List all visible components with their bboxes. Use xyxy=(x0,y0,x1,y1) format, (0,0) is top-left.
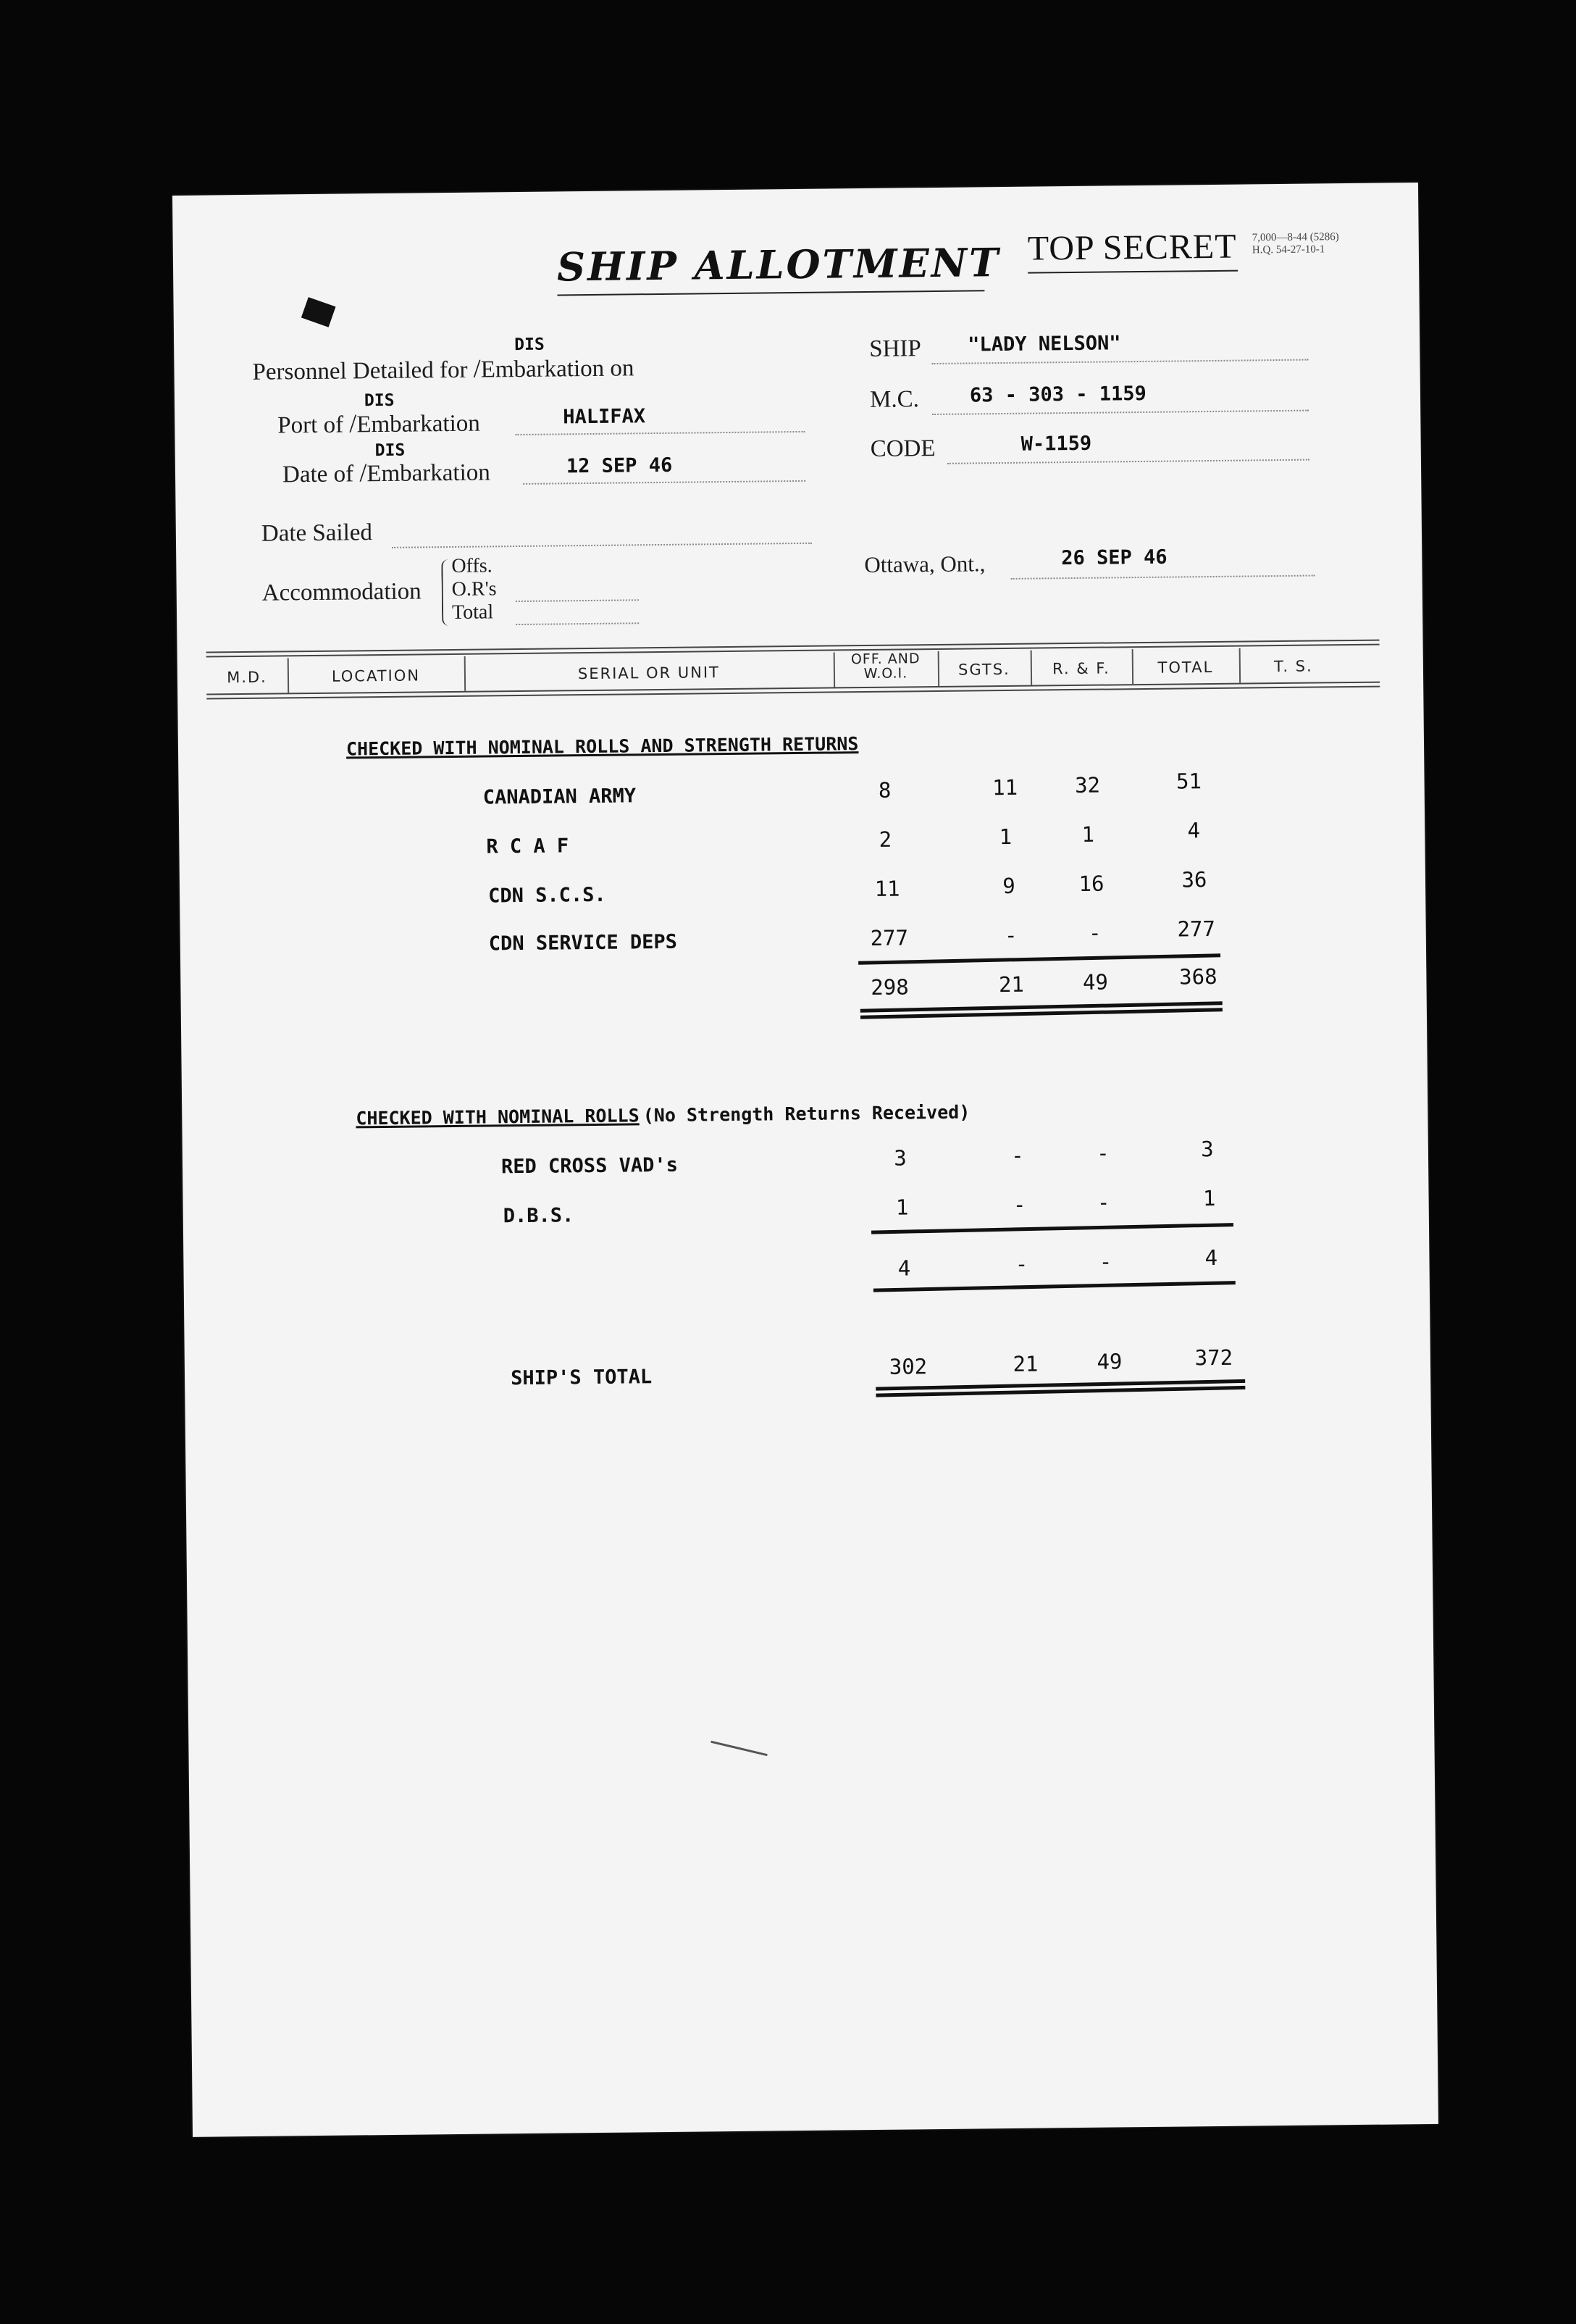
port-value: HALIFAX xyxy=(563,405,646,429)
ship-value: "LADY NELSON" xyxy=(968,332,1121,356)
row-cdn-scs-unit: CDN S.C.S. xyxy=(487,883,606,908)
place-line xyxy=(1011,575,1315,580)
col-header-ts: T. S. xyxy=(1273,657,1313,676)
mc-value: 63 - 303 - 1159 xyxy=(969,382,1147,407)
row-rcaf-total: 4 xyxy=(1187,818,1201,843)
date-value: 12 SEP 46 xyxy=(566,453,673,478)
section2-sum-rule xyxy=(871,1223,1233,1234)
date-of-embarkation-label: Date of /Embarkation xyxy=(282,458,490,488)
row-cdn-service-deps-off: 277 xyxy=(870,925,909,950)
accommodation-total: Total xyxy=(451,601,494,624)
code-value: W-1159 xyxy=(1020,432,1092,456)
col-header-sgts: SGTS. xyxy=(957,660,1010,679)
row-dbs-off: 1 xyxy=(895,1195,909,1220)
accommodation-offs: Offs. xyxy=(451,554,492,577)
row-cdn-service-deps-total: 277 xyxy=(1177,916,1216,942)
row-red-cross-off: 3 xyxy=(894,1145,907,1171)
section2-subtotal-total: 4 xyxy=(1204,1245,1218,1271)
code-line xyxy=(947,459,1309,464)
row-dbs-sgts: - xyxy=(1013,1192,1026,1217)
row-rcaf-unit: R C A F xyxy=(486,835,569,858)
accommodation-ors: O.R's xyxy=(451,577,497,601)
col-header-total: TOTAL xyxy=(1157,658,1214,677)
row-canadian-army-total: 51 xyxy=(1175,769,1202,794)
section1-subtotal-sgts: 21 xyxy=(998,971,1025,998)
date-sailed-line xyxy=(392,543,812,548)
section2-heading: CHECKED WITH NOMINAL ROLLS (No Strength Returns Received) xyxy=(356,1101,971,1129)
port-line xyxy=(515,431,805,435)
row-canadian-army-off: 8 xyxy=(878,777,892,803)
ships-total-total: 372 xyxy=(1194,1345,1233,1371)
section2-subtotal-off: 4 xyxy=(897,1255,911,1281)
ships-total-rule xyxy=(876,1379,1245,1397)
form-number: 7,000—8-44 (5286) H.Q. 54-27-10-1 xyxy=(1252,231,1339,256)
accommodation-brace xyxy=(441,559,452,626)
mc-line xyxy=(932,410,1309,415)
col-header-location: LOCATION xyxy=(331,666,421,685)
section1-heading: CHECKED WITH NOMINAL ROLLS AND STRENGTH RETURNS xyxy=(345,733,859,760)
row-cdn-scs-total: 36 xyxy=(1181,867,1207,893)
ors-line xyxy=(516,599,639,602)
dis-insert-2: DIS xyxy=(364,390,395,411)
code-label: CODE xyxy=(870,435,936,462)
section2-subtotal-sgts: - xyxy=(1015,1251,1028,1276)
section2-subtotal-rf: - xyxy=(1099,1249,1112,1274)
section1-subtotal-off: 298 xyxy=(871,974,909,1000)
row-cdn-scs-off: 11 xyxy=(874,876,900,901)
place-label: Ottawa, Ont., xyxy=(864,551,986,578)
section1-sum-rule xyxy=(858,953,1220,964)
row-cdn-scs-sgts: 9 xyxy=(1002,873,1015,899)
classification-label: TOP SECRET xyxy=(1027,227,1237,268)
ships-total-off: 302 xyxy=(889,1354,928,1379)
mc-label: M.C. xyxy=(869,386,920,413)
row-cdn-service-deps-rf: - xyxy=(1088,920,1102,945)
paper-scratch-mark xyxy=(711,1741,768,1756)
row-canadian-army-rf: 32 xyxy=(1074,772,1101,798)
row-cdn-service-deps-unit: CDN SERVICE DEPS xyxy=(488,930,678,956)
row-canadian-army-sgts: 11 xyxy=(992,774,1018,801)
section2-total-rule xyxy=(873,1281,1236,1292)
section1-total-rule xyxy=(860,1001,1223,1019)
dis-insert-3: DIS xyxy=(374,440,406,461)
ship-allotment-form xyxy=(172,183,1438,2137)
row-dbs-rf: - xyxy=(1097,1190,1110,1215)
row-red-cross-sgts: - xyxy=(1011,1142,1024,1168)
col-header-md: M.D. xyxy=(227,668,267,687)
row-rcaf-rf: 1 xyxy=(1081,822,1095,847)
total-line xyxy=(516,622,639,625)
form-title: SHIP ALLOTMENT xyxy=(556,239,1001,290)
title-underline xyxy=(557,290,984,296)
ships-total-sgts: 21 xyxy=(1013,1351,1039,1376)
classification-underline xyxy=(1028,270,1238,274)
ship-line xyxy=(931,359,1308,364)
accommodation-label: Accommodation xyxy=(261,578,422,606)
section1-subtotal-rf: 49 xyxy=(1082,969,1109,995)
col-header-rf: R. & F. xyxy=(1052,659,1110,678)
col-header-serial-or-unit: SERIAL OR UNIT xyxy=(577,664,721,683)
col-header-off-and-woi: OFF. AND W.O.I. xyxy=(850,651,921,682)
personnel-detailed-label: Personnel Detailed for /Embarkation on xyxy=(252,354,634,385)
ships-total-label: SHIP'S TOTAL xyxy=(510,1366,653,1390)
ship-label: SHIP xyxy=(869,335,921,362)
row-red-cross-total: 3 xyxy=(1200,1137,1214,1162)
ships-total-rf: 49 xyxy=(1097,1349,1123,1374)
date-sailed-label: Date Sailed xyxy=(261,519,373,547)
punch-hole-mark xyxy=(301,297,336,327)
row-red-cross-rf: - xyxy=(1096,1140,1110,1166)
port-of-embarkation-label: Port of /Embarkation xyxy=(277,409,480,439)
row-canadian-army-unit: CANADIAN ARMY xyxy=(482,785,637,809)
row-dbs-total: 1 xyxy=(1202,1185,1216,1211)
row-red-cross-unit: RED CROSS VAD's xyxy=(500,1153,679,1179)
row-cdn-service-deps-sgts: - xyxy=(1004,922,1018,948)
place-date: 26 SEP 46 xyxy=(1061,546,1168,570)
dis-insert-1: DIS xyxy=(514,335,545,355)
row-dbs-unit: D.B.S. xyxy=(503,1204,574,1228)
row-cdn-scs-rf: 16 xyxy=(1078,871,1105,896)
row-rcaf-off: 2 xyxy=(879,827,892,852)
row-rcaf-sgts: 1 xyxy=(999,824,1013,850)
section1-subtotal-total: 368 xyxy=(1178,964,1217,990)
date-line xyxy=(523,480,805,485)
